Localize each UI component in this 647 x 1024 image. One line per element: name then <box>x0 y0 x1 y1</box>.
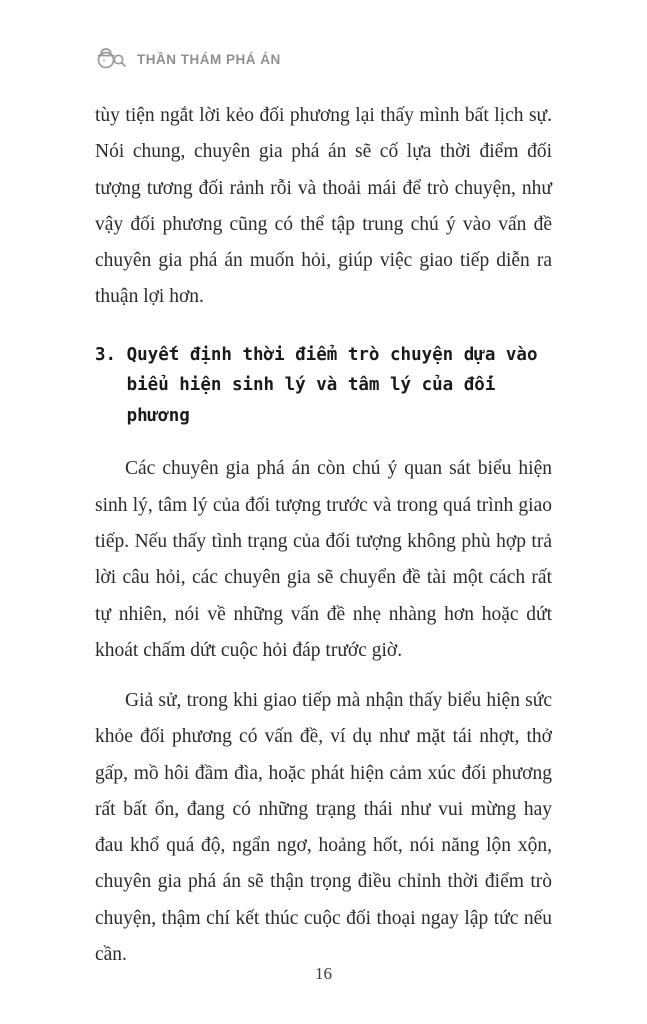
paragraph: Các chuyên gia phá án còn chú ý quan sát biểu hiện sinh lý, tâm lý của đối tượng trước và trong quá trình giao tiếp. Nếu thấy tình trạng của đối tượng không phù hợp trả lời câu hỏi, các chuyên gia sẽ chuyển đề tài một cách rất tự nhiên, nói về những vấn đề nhẹ nhàng hơn hoặc dứt khoát chấm dứt cuộc hỏi đáp trước giờ. <box>95 458 552 661</box>
page-footer <box>0 964 647 984</box>
running-head: THẦN THÁM PHÁ ÁN <box>137 51 281 67</box>
paragraph-continuation: tùy tiện ngắt lời kẻo đối phương lại thấy mình bất lịch sự. Nói chung, chuyên gia phá án sẽ cố lựa thời điểm đối tượng tương đối rảnh rỗi và thoải mái để trò chuyện, như vậy đối phương cũng có thể tập trung chú ý vào vấn đề chuyên gia phá án muốn hỏi, giúp việc giao tiếp diễn ra thuận lợi hơn. <box>95 105 552 308</box>
page-number: 16 <box>315 964 332 983</box>
paragraph: Giả sử, trong khi giao tiếp mà nhận thấy biểu hiện sức khỏe đối phương có vấn đề, ví dụ như mặt tái nhợt, thở gấp, mồ hôi đầm đìa, hoặc phát hiện cảm xúc đối phương rất bất ổn, đang có những trạng thái như vui mừng hay đau khổ quá độ, ngẩn ngơ, hoảng hốt, nói năng lộn xộn, chuyên gia phá án sẽ thận trọng điều chỉnh thời điểm trò chuyện, thậm chí kết thúc cuộc đối thoại ngay lập tức nếu cần. <box>95 690 552 965</box>
detective-icon <box>95 46 127 72</box>
page-header <box>95 46 552 72</box>
page-content <box>95 98 552 973</box>
section-heading: 3. Quyết định thời điểm trò chuyện dựa vào biểu hiện sinh lý và tâm lý của đối phương <box>95 344 538 426</box>
